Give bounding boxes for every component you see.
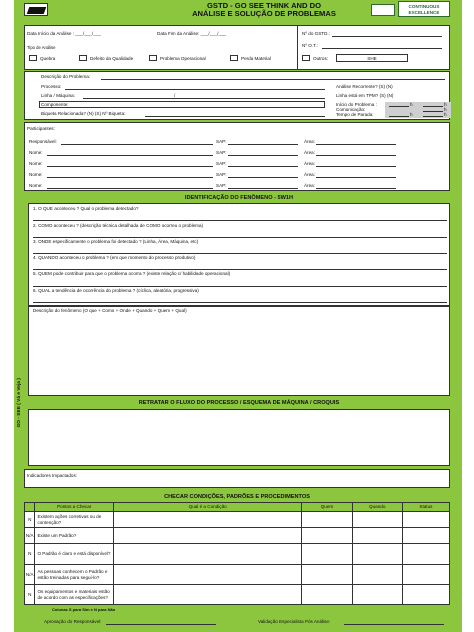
biqueta-input[interactable] <box>145 116 325 117</box>
tpm-field[interactable]: Linha está em TPM? (S) (N) <box>336 93 394 98</box>
participant-3-name-label: Nome: <box>29 172 43 177</box>
component-input[interactable] <box>39 101 325 108</box>
participants-title: Participantes: <box>27 126 55 131</box>
participants-box <box>24 122 450 191</box>
participant-4-sap-input[interactable] <box>228 188 298 189</box>
responsible-input[interactable] <box>61 144 213 145</box>
table-row <box>25 512 450 528</box>
end-date-field[interactable]: Data Fim da Análise: ___/___/___ <box>157 31 227 36</box>
row-condition-input[interactable] <box>113 528 301 544</box>
participant-1-area-input[interactable] <box>316 155 396 156</box>
row-condition-input[interactable] <box>113 512 301 528</box>
header-who: Quem <box>302 503 352 512</box>
participant-2-sap-input[interactable] <box>228 166 298 167</box>
problem-start-label: Início do Problema : <box>336 102 377 107</box>
participant-4-sap-label: SAP: <box>216 183 227 188</box>
participant-4-name-label: Nome: <box>29 183 43 188</box>
start-time-input-2[interactable] <box>423 106 443 107</box>
header-condition: Qual é a Condição <box>113 503 301 512</box>
process-flow-title: RETRATAR O FLUXO DO PROCESSO / ESQUEMA DE MÁQUINA / CROQUIS <box>138 400 340 406</box>
participant-4-area-input[interactable] <box>316 188 396 189</box>
type-quebra-label: Quebra <box>40 56 56 61</box>
table-row <box>25 565 450 585</box>
type-outros-label: Outros: <box>313 56 329 61</box>
indicators-label: Indicadores Impactados: <box>27 473 78 478</box>
downtime-h-unit-2: h <box>444 112 447 117</box>
start-h-unit: h <box>410 102 413 107</box>
participant-2-area-label: Área: <box>304 161 315 166</box>
responsible-label: Responsável: <box>29 139 57 144</box>
answer-how-input[interactable] <box>33 237 447 238</box>
ot-number-label: Nº O.T.: <box>302 43 318 48</box>
line-machine-input[interactable] <box>83 98 325 99</box>
responsible-sap-input[interactable] <box>228 144 298 145</box>
responsible-sap-label: SAP: <box>216 139 227 144</box>
participant-2-name-label: Nome: <box>29 161 43 166</box>
row-when-input[interactable] <box>352 544 402 565</box>
row-status-input[interactable] <box>402 585 449 605</box>
table-footnote: Colunas S para Sim e N para Não <box>52 607 116 612</box>
start-date-field[interactable]: Data Início da Análise : ___/___/___ <box>27 31 101 36</box>
row-status-input[interactable] <box>402 544 449 565</box>
row-condition-input[interactable] <box>113 565 301 585</box>
responsible-area-input[interactable] <box>316 144 396 145</box>
communication-time-input[interactable] <box>423 111 443 112</box>
question-when: 4. QUANDO aconteceu o problema ? (em que momento do processo produtivo) <box>33 255 196 260</box>
participant-3-sap-input[interactable] <box>228 177 298 178</box>
question-who: 5. QUEM pode contribuir para que o problema ocorra ? (existe relação c/ habilidade operacional) <box>33 271 231 276</box>
participant-4-name-input[interactable] <box>47 188 213 189</box>
answer-where-input[interactable] <box>33 253 447 254</box>
participant-1-sap-label: SAP: <box>216 150 227 155</box>
phenomenon-description-box[interactable] <box>28 306 450 396</box>
title-line-2: ANÁLISE E SOLUÇÃO DE PROBLEMAS <box>192 8 336 18</box>
line-machine-separator: / <box>174 93 176 98</box>
communication-h-unit: h <box>444 107 447 112</box>
row-code: N/A <box>25 565 35 585</box>
participant-1-sap-input[interactable] <box>228 155 298 156</box>
go-see-side-label: GO - SEE ( Vá e Veja ) <box>17 378 23 428</box>
question-where: 3. ONDE especificamente o problema foi detectado ? (Linha, Área, Máquina, etc) <box>33 239 199 244</box>
downtime-label: Tempo de Parada: <box>336 112 374 117</box>
form-title <box>134 2 394 18</box>
row-status-input[interactable] <box>402 528 449 544</box>
continuous-excellence-logo <box>398 1 450 17</box>
header-code-cell <box>25 503 35 512</box>
row-check-point: Os equipamentos e materiais estão de acordo com as especificações? <box>35 585 114 605</box>
form-page <box>14 0 462 632</box>
start-h-unit-2: h <box>444 102 447 107</box>
responsible-area-label: Área: <box>304 139 315 144</box>
title-line-1: GSTD - GO SEE THINK AND DO <box>206 1 322 10</box>
answer-which-input[interactable] <box>33 302 447 303</box>
participant-2-area-input[interactable] <box>316 166 396 167</box>
answer-what-input[interactable] <box>33 220 447 221</box>
answer-who-input[interactable] <box>33 286 447 287</box>
checkbox-quebra[interactable] <box>29 55 37 61</box>
check-table <box>24 502 450 605</box>
row-when-input[interactable] <box>352 585 402 605</box>
gstd-number-input[interactable] <box>332 36 442 37</box>
biqueta-field: Biqueta Relacionada? (N) (S) Nº Biqueta: <box>41 111 126 116</box>
row-when-input[interactable] <box>352 528 402 544</box>
participant-3-sap-label: SAP: <box>216 172 227 177</box>
participant-3-name-input[interactable] <box>47 177 213 178</box>
checkbox-perda-material[interactable] <box>230 55 238 61</box>
row-check-point: As pessoas conhecem o Padrão e estão treinadas para segui-lo? <box>35 565 114 585</box>
approval-signature-input[interactable] <box>106 624 216 625</box>
checkbox-outros[interactable] <box>302 55 310 61</box>
check-section-title: CHECAR CONDIÇÕES, PADRÕES E PROCEDIMENTOS <box>164 494 310 500</box>
ce-label-2: EXCELLENCE <box>408 9 440 15</box>
ce-small-logo <box>371 4 395 16</box>
row-who-input[interactable] <box>302 512 352 528</box>
communication-label: Comunicação: <box>336 107 366 112</box>
analysis-info-box <box>24 25 307 70</box>
row-code: N <box>25 512 35 528</box>
type-operacional-label: Problema Operacional <box>160 56 206 61</box>
row-status-input[interactable] <box>402 565 449 585</box>
downtime-input[interactable] <box>389 116 409 117</box>
check-table-wrapper <box>24 502 450 605</box>
downtime-h-unit: h <box>410 112 413 117</box>
row-code: N <box>25 544 35 565</box>
start-time-input[interactable] <box>389 106 409 107</box>
gstd-number-label: Nº do GSTD.: <box>302 31 330 36</box>
line-machine-label: Linha / Máquina: <box>41 93 75 98</box>
checkbox-problema-operacional[interactable] <box>149 55 157 61</box>
participant-1-name-label: Nome: <box>29 150 43 155</box>
outros-input[interactable]: SHE <box>336 54 408 62</box>
row-condition-input[interactable] <box>113 585 301 605</box>
validation-signature-input[interactable] <box>344 624 444 625</box>
row-when-input[interactable] <box>352 512 402 528</box>
analysis-type-label: Tipo de Análise <box>27 45 56 50</box>
type-defeito-label: Defeito da Qualidade <box>90 56 134 61</box>
participant-4-area-label: Área: <box>304 183 315 188</box>
process-flow-area[interactable] <box>28 409 450 466</box>
check-table-header-row <box>25 503 450 512</box>
problem-description-input[interactable] <box>101 79 445 80</box>
checkbox-defeito-qualidade[interactable] <box>79 55 87 61</box>
type-perda-label: Perda Material <box>241 56 271 61</box>
gstd-number-box <box>297 25 450 70</box>
participant-3-area-label: Área: <box>304 172 315 177</box>
participant-2-sap-label: SAP: <box>216 161 227 166</box>
downtime-input-2[interactable] <box>423 116 443 117</box>
question-how: 2. COMO aconteceu ? (descrição técnica detalhada de COMO ocorreu o problema) <box>33 223 204 228</box>
recurrent-analysis-field[interactable]: Análise Recorrente? (S) (N) <box>336 84 393 89</box>
row-when-input[interactable] <box>352 565 402 585</box>
problem-description-box <box>24 71 450 120</box>
row-who-input[interactable] <box>302 585 352 605</box>
participant-1-area-label: Área: <box>304 150 315 155</box>
process-label: Processo: <box>41 84 62 89</box>
row-check-point: Existem ações corretivas ou de contenção? <box>35 512 114 528</box>
ce-label-1: CONTINUOUS <box>408 3 440 9</box>
problem-description-label: Descrição do Problema: <box>41 74 91 79</box>
participant-2-name-input[interactable] <box>47 166 213 167</box>
company-logo <box>24 3 48 16</box>
approval-label: Aprovação do Responsável: <box>44 619 102 624</box>
participant-3-area-input[interactable] <box>316 177 396 178</box>
row-who-input[interactable] <box>302 565 352 585</box>
header-points: Pontos a Checar <box>35 503 114 512</box>
header-when: Quando <box>352 503 402 512</box>
row-check-point: Existe um Padrão? <box>35 528 114 544</box>
row-who-input[interactable] <box>302 528 352 544</box>
row-status-input[interactable] <box>402 512 449 528</box>
answer-when-input[interactable] <box>33 269 447 270</box>
question-what: 1. O QUE aconteceu ? Qual o problema detectado? <box>33 206 139 211</box>
process-input[interactable] <box>65 89 325 90</box>
row-who-input[interactable] <box>302 544 352 565</box>
row-code: N/A <box>25 528 35 544</box>
indicators-box[interactable] <box>24 469 450 488</box>
phenomenon-questions-box <box>28 203 450 306</box>
ot-number-input[interactable] <box>322 48 442 49</box>
validation-label: Validação Especialista Pós Análise: <box>258 619 331 624</box>
table-row <box>25 544 450 565</box>
row-check-point: O Padrão é claro e está disponível? <box>35 544 114 565</box>
phenomenon-section-title: IDENTIFICAÇÃO DO FENÔMENO - 5W1H <box>184 195 294 201</box>
table-row <box>25 528 450 544</box>
question-which: 6. QUAL a tendência de ocorrência do problema ? (cíclica, aleatória, progressiva) <box>33 288 199 293</box>
phenomenon-description-label: Descrição do fenômeno (O que + Como + Onde + Quando + Quem + Qual) <box>33 308 187 313</box>
component-label: Componente: <box>41 102 69 107</box>
row-code: N <box>25 585 35 605</box>
row-condition-input[interactable] <box>113 544 301 565</box>
participant-1-name-input[interactable] <box>47 155 213 156</box>
header-status: Status <box>402 503 449 512</box>
table-row <box>25 585 450 605</box>
